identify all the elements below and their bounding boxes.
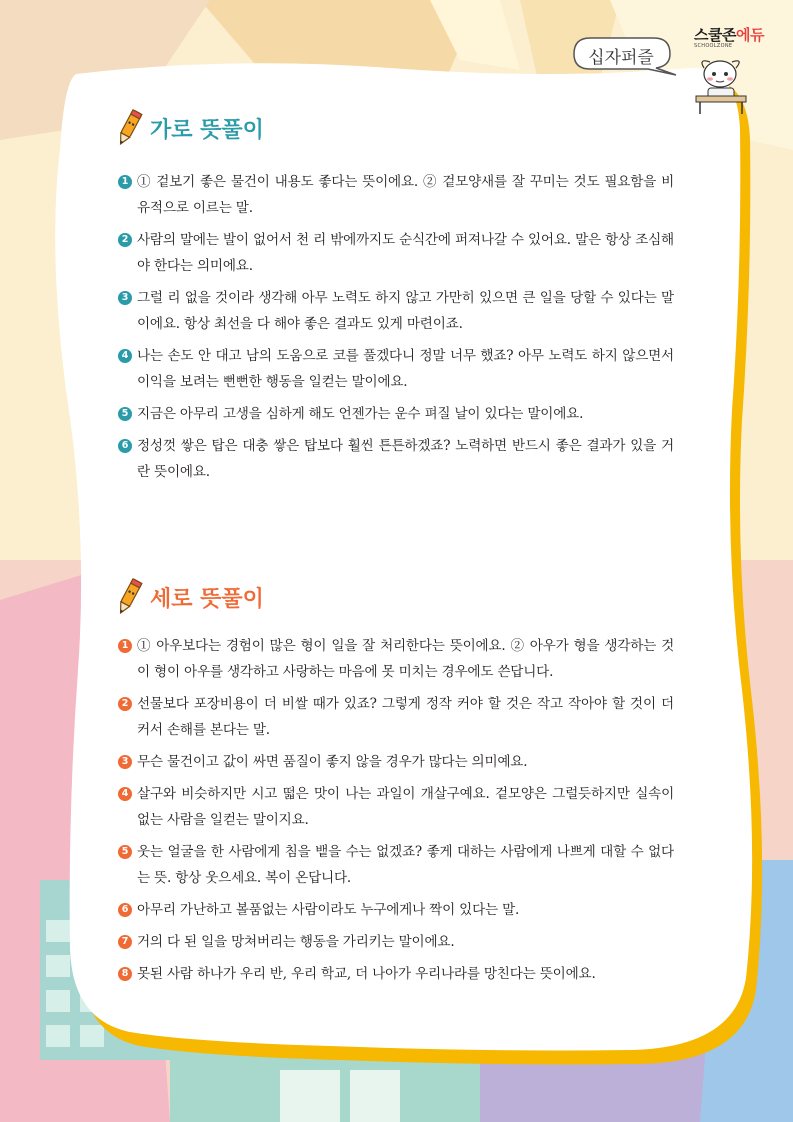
down-clue-number-badge: 2: [118, 697, 132, 711]
down-clue-list: [118, 633, 674, 993]
down-clue-number-badge: 1: [118, 639, 132, 653]
across-clue: [118, 285, 674, 337]
across-clue-number-badge: 6: [118, 439, 132, 453]
down-clue: [118, 839, 674, 891]
down-clue-text: 살구와 비슷하지만 시고 떫은 맛이 나는 과일이 개살구예요. 겉모양은 그럴듯하지만 실속이 없는 사람을 일컫는 말이지요.: [137, 786, 674, 828]
across-clue: [118, 343, 674, 395]
down-heading: [112, 575, 264, 619]
down-clue: [118, 961, 674, 987]
across-clue-text: 나는 손도 안 대고 남의 도움으로 코를 풀겠다니 정말 너무 했죠? 아무 노력도 하지 않으면서 이익을 보려는 뻔뻔한 행동을 일컫는 말이에요.: [137, 348, 674, 390]
down-clue: [118, 633, 674, 685]
across-clue: [118, 401, 674, 427]
across-clue-text: 정성껏 쌓은 탑은 대충 쌓은 탑보다 훨씬 튼튼하겠죠? 노력하면 반드시 좋은 결과가 있을 거란 뜻이에요.: [137, 438, 674, 480]
brand-name: 스쿨존: [694, 26, 736, 44]
down-clue-number-badge: 8: [118, 967, 132, 981]
down-clue-text: ① 아우보다는 경험이 많은 형이 일을 잘 처리한다는 뜻이에요. ② 아우가 형을 생각하는 것이 형이 아우를 생각하고 사랑하는 마음에 못 미치는 경우에도 쓴답니다.: [137, 638, 674, 680]
across-heading: [112, 106, 264, 150]
pencil-icon: [112, 575, 146, 619]
across-clue-list: [118, 169, 674, 491]
down-heading-text: 세로 뜻풀이: [150, 586, 264, 612]
down-clue-number-badge: 3: [118, 755, 132, 769]
down-clue: [118, 749, 674, 775]
down-clue-text: 무슨 물건이고 값이 싸면 품질이 좋지 않을 경우가 많다는 의미예요.: [137, 754, 528, 770]
down-clue: [118, 929, 674, 955]
down-clue-number-badge: 5: [118, 845, 132, 859]
across-clue-text: 사람의 말에는 발이 없어서 천 리 밖에까지도 순식간에 퍼져나갈 수 있어요. 말은 항상 조심해야 한다는 의미에요.: [137, 232, 674, 274]
down-clue: [118, 691, 674, 743]
down-clue-text: 웃는 얼굴을 한 사람에게 침을 뱉을 수는 없겠죠? 좋게 대하는 사람에게 나쁘게 대할 수 없다는 뜻. 항상 웃으세요. 복이 온답니다.: [137, 844, 674, 886]
across-clue-number-badge: 5: [118, 407, 132, 421]
down-clue: [118, 781, 674, 833]
down-clue-text: 선물보다 포장비용이 더 비쌀 때가 있죠? 그렇게 정작 커야 할 것은 작고 작아야 할 것이 더 커서 손해를 본다는 말.: [137, 696, 674, 738]
down-clue: [118, 897, 674, 923]
across-clue-number-badge: 3: [118, 291, 132, 305]
brand-subtitle: SCHOOLZONE: [694, 43, 733, 49]
down-clue-number-badge: 6: [118, 903, 132, 917]
down-clue-number-badge: 7: [118, 935, 132, 949]
across-clue: [118, 227, 674, 279]
brand-logo: [694, 24, 764, 45]
across-clue: [118, 433, 674, 485]
across-clue-text: 그럴 리 없을 것이라 생각해 아무 노력도 하지 않고 가만히 있으면 큰 일을 당할 수 있다는 말이에요. 항상 최선을 다 해야 좋은 결과도 있게 마련이죠.: [137, 290, 674, 332]
across-clue-number-badge: 2: [118, 233, 132, 247]
across-clue-number-badge: 4: [118, 349, 132, 363]
across-heading-text: 가로 뜻풀이: [150, 117, 264, 143]
down-clue-text: 거의 다 된 일을 망쳐버리는 행동을 가리키는 말이에요.: [137, 934, 455, 950]
down-clue-text: 못된 사람 하나가 우리 반, 우리 학교, 더 나아가 우리나라를 망친다는 뜻이에요.: [137, 966, 596, 982]
puzzle-badge-label: 십자퍼즐: [588, 48, 654, 68]
brand-name-accent: 에듀: [735, 26, 764, 44]
down-clue-number-badge: 4: [118, 787, 132, 801]
across-clue: [118, 169, 674, 221]
across-clue-number-badge: 1: [118, 175, 132, 189]
across-clue-text: ① 겉보기 좋은 물건이 내용도 좋다는 뜻이에요. ② 겉모양새를 잘 꾸미는 것도 필요함을 비유적으로 이르는 말.: [137, 174, 674, 216]
pencil-icon: [112, 106, 146, 150]
across-clue-text: 지금은 아무리 고생을 심하게 해도 언젠가는 운수 펴질 날이 있다는 말이에요.: [137, 406, 584, 422]
down-clue-text: 아무리 가난하고 볼품없는 사람이라도 누구에게나 짝이 있다는 말.: [137, 902, 520, 918]
mascot-illustration: [690, 52, 752, 116]
